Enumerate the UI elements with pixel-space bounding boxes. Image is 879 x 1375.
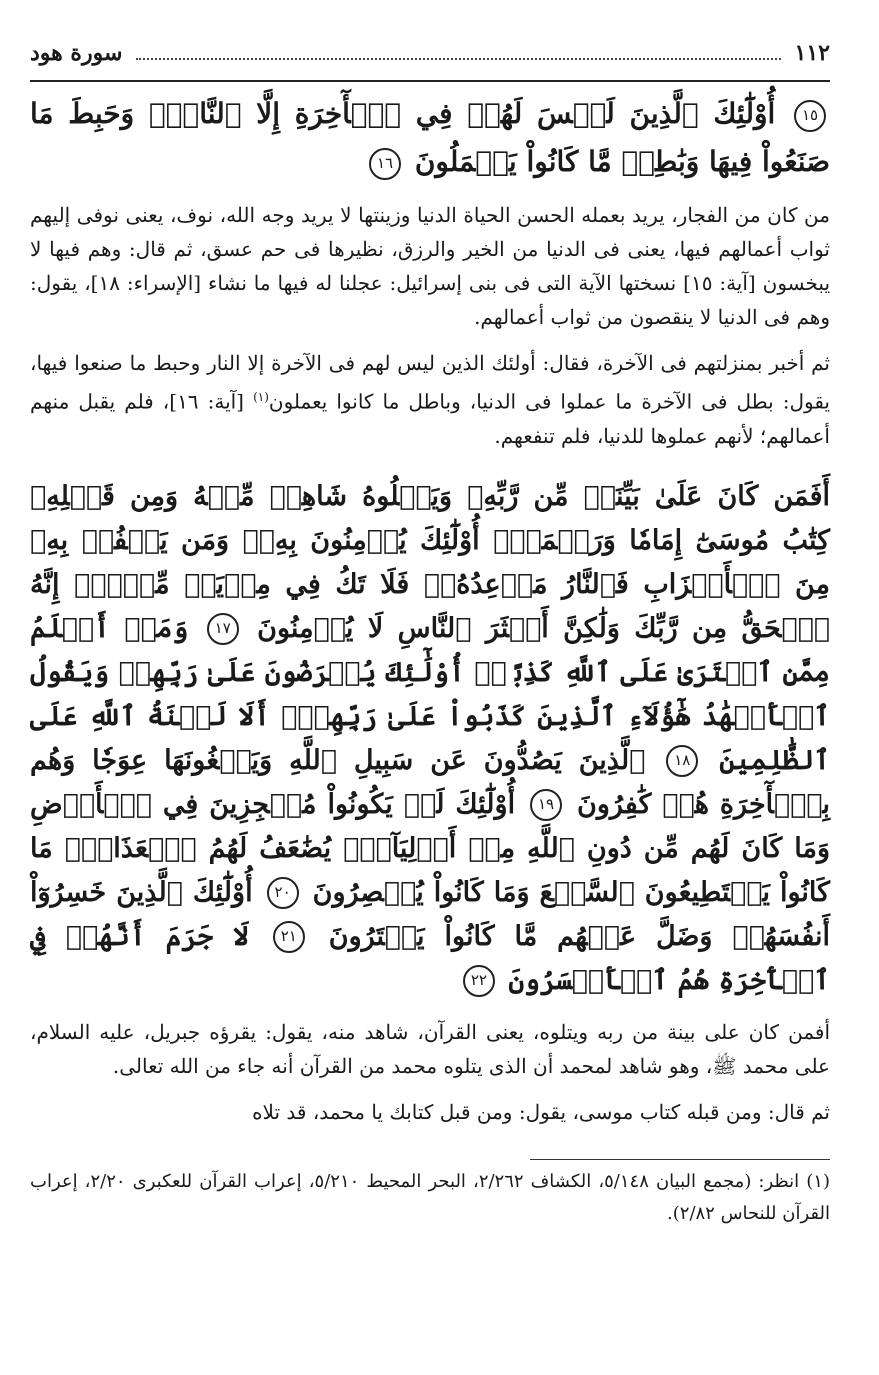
verse-block-15-16 xyxy=(30,90,830,186)
page-number: ١١٢ xyxy=(794,40,830,66)
verse-text-21: أُوْلَٰٓئِكَ ٱلَّذِينَ خَسِرُوٓاْ أَنفُسَهُمۡ وَضَلَّ عَنۡهُم مَّا كَانُواْ يَفۡتَرُونَ xyxy=(30,876,830,952)
surah-name: سورة هود xyxy=(30,40,123,66)
verse-text-15-16: أُوْلَٰٓئِكَ ٱلَّذِينَ لَيۡسَ لَهُمۡ فِي ٱلۡأٓخِرَةِ إِلَّا ٱلنَّارُۖ وَحَبِطَ مَا صَنَعُواْ فِيهَا وَبَٰطِلٞ مَّا كَانُواْ يَعۡمَلُونَ xyxy=(30,97,830,178)
footnote-ref[interactable]: (١) xyxy=(253,390,269,404)
commentary-paragraph-1: من كان من الفجار، يريد بعمله الحسن الحياة الدنيا وزينتها لا يريد وجه الله، نوف، يعنى نوفى إليهم ثواب أعمالهم فيها، يعنى فى الدنيا من الخير والرزق، نظيرها فى حم عسق، ثم قال: وهم فيها لا يبخسون [آية: ١٥] نسختها الآية التى فى بنى إسرائيل: عجلنا له فيها ما نشاء [الإسراء: ١٨]، يقول: وهم فى الدنيا لا ينقصون من ثواب أعمالهم. xyxy=(30,203,831,329)
ayah-marker-22: ٢٢ xyxy=(463,965,495,997)
verse-text-19: ٱلَّذِينَ يَصُدُّونَ عَن سَبِيلِ ٱللَّهِ وَيَبۡغُونَهَا عِوَجٗا وَهُم بِٱلۡأٓخِرَةِ هُمۡ كَٰفِرُونَ xyxy=(30,744,830,820)
footnote-divider xyxy=(530,1159,830,1160)
commentary-2-text: ثم أخبر بمنزلتهم فى الآخرة، فقال: أولئك الذين ليس لهم فى الآخرة إلا النار وحبط ما صنعوا فيها، يقول: بطل فى الآخرة ما عملوا فى الدنيا، وباطل ما كانوا يعملون xyxy=(30,351,830,414)
ayah-marker-18: ١٨ xyxy=(666,745,698,777)
commentary-2-end: [آية: ١٦]، فلم يقبل منهم أعمالهم؛ لأنهم عملوها للدنيا، فلم تنفعهم. xyxy=(30,389,830,448)
page-header xyxy=(30,40,830,82)
ayah-marker-21: ٢١ xyxy=(273,921,305,953)
verse-text-18: وَمَنۡ أَظۡلَمُ مِمَّنِ ٱفۡتَرَىٰ عَلَى ٱللَّهِ كَذِبًاۚ أُوْلَٰٓئِكَ يُعۡرَضُونَ عَلَىٰ رَبِّهِمۡ وَيَقُولُ ٱلۡأَشۡهَٰدُ هَٰٓؤُلَآءِ ٱلَّذِينَ كَذَبُواْ عَلَىٰ رَبِّهِمۡۚ أَلَا لَعۡنَةُ ٱللَّهِ عَلَى ٱلظَّٰلِمِينَ xyxy=(30,612,830,776)
ayah-marker-19: ١٩ xyxy=(530,789,562,821)
ayah-marker-15: ١٥ xyxy=(794,100,826,132)
document-page xyxy=(30,40,830,1230)
footnote-1: (١) انظر: (مجمع البيان ٥/١٤٨، الكشاف ٢/٢٦٢، البحر المحيط ٥/٢١٠، إعراب القرآن للعكبرى ٢/٢٠، إعراب القرآن للنحاس ٢/٨٢). xyxy=(30,1170,830,1224)
verse-text-17: أَفَمَن كَانَ عَلَىٰ بَيِّنَةٖ مِّن رَّبِّهِۦ وَيَتۡلُوهُ شَاهِدٞ مِّنۡهُ وَمِن قَبۡلِهِۦ كِتَٰبُ مُوسَىٰٓ إِمَامٗا وَرَحۡمَةًۚ أُوْلَٰٓئِكَ يُؤۡمِنُونَ بِهِۦۚ وَمَن يَكۡفُرۡ بِهِۦ مِنَ ٱلۡأَحۡزَابِ فَٱلنَّارُ مَوۡعِدُهُۥۚ فَلَا تَكُ فِي مِرۡيَةٖ مِّنۡهُۚ إِنَّهُ ٱلۡحَقُّ مِن رَّبِّكَ وَلَٰكِنَّ أَكۡثَرَ ٱلنَّاسِ لَا يُؤۡمِنُونَ xyxy=(30,480,830,644)
ayah-marker-20: ٢٠ xyxy=(267,877,299,909)
ayah-marker-16: ١٦ xyxy=(369,148,401,180)
verse-text-22: لَا جَرَمَ أَنَّهُمۡ فِي ٱلۡأٓخِرَةِ هُمُ ٱلۡأَخۡسَرُونَ xyxy=(30,920,830,996)
verse-block-17-22 xyxy=(30,475,830,1003)
commentary-paragraph-3: أفمن كان على بينة من ربه ويتلوه، يعنى القرآن، شاهد منه، يقول: يقرؤه جبريل، عليه السلام، على محمد ﷺ، وهو شاهد لمحمد أن الذى يتلوه محمد من القرآن أنه جاء من الله تعالى. xyxy=(30,1019,830,1078)
commentary-paragraph-2 xyxy=(30,346,830,453)
ayah-marker-17: ١٧ xyxy=(207,613,239,645)
verse-text-20: أُوْلَٰٓئِكَ لَمۡ يَكُونُواْ مُعۡجِزِينَ فِي ٱلۡأَرۡضِ وَمَا كَانَ لَهُم مِّن دُونِ ٱللَّهِ مِنۡ أَوۡلِيَآءَۘ يُضَٰعَفُ لَهُمُ ٱلۡعَذَابُۚ مَا كَانُواْ يَسۡتَطِيعُونَ ٱلسَّمۡعَ وَمَا كَانُواْ يُبۡصِرُونَ xyxy=(30,788,831,908)
commentary-paragraph-4: ثم قال: ومن قبله كتاب موسى، يقول: ومن قبل كتابك يا محمد، قد تلاه xyxy=(252,1099,830,1124)
header-leader-dots xyxy=(136,58,780,60)
